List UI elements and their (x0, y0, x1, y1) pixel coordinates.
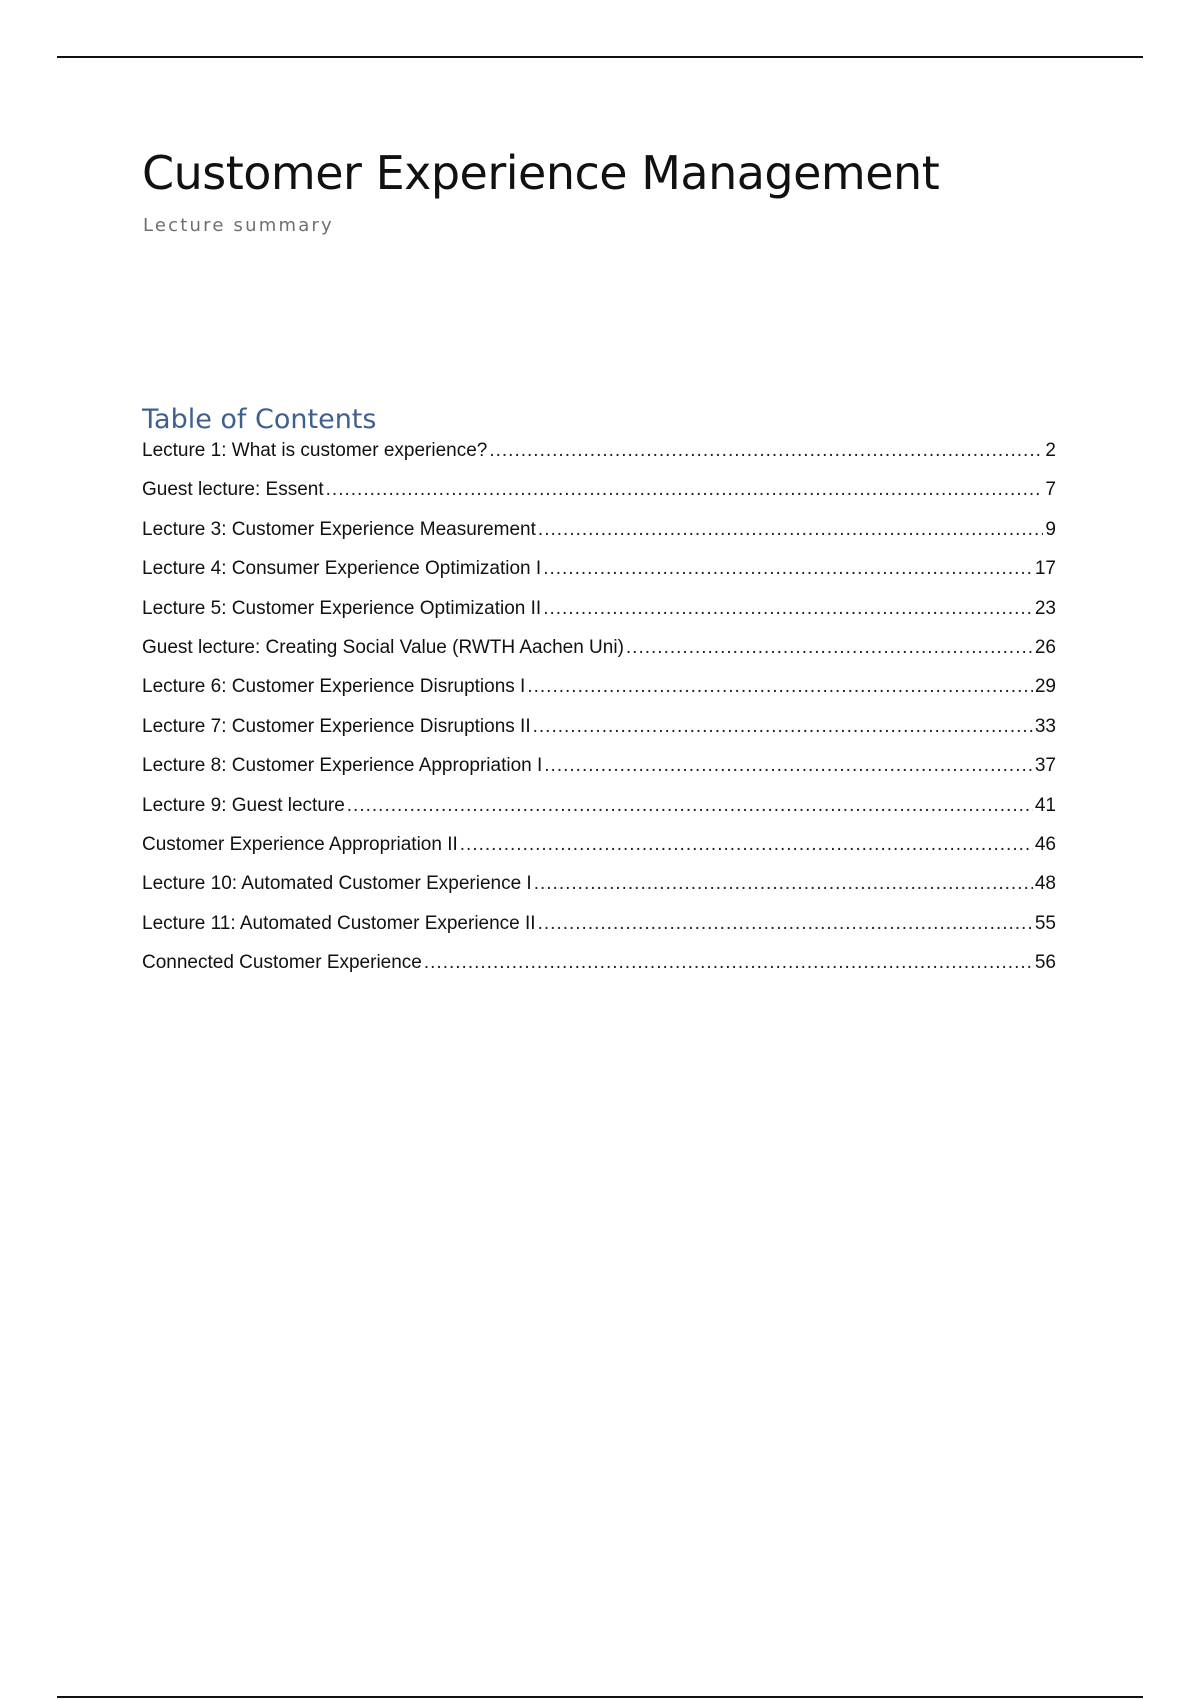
toc-entry-page: 9 (1045, 518, 1056, 540)
top-rule (57, 56, 1143, 58)
toc-entry-label: Lecture 3: Customer Experience Measurement (142, 518, 536, 540)
toc-dot-leader (326, 479, 1044, 501)
toc-dot-leader (543, 598, 1033, 620)
toc-entry-label: Lecture 8: Customer Experience Appropriation I (142, 755, 543, 777)
toc-dot-leader (424, 952, 1033, 974)
toc-entry[interactable] (142, 479, 1056, 518)
toc-entry-label: Guest lecture: Essent (142, 479, 324, 501)
toc-entry-label: Lecture 11: Automated Customer Experience II (142, 912, 536, 934)
toc-entry-page: 48 (1034, 873, 1056, 895)
toc-entry-label: Lecture 10: Automated Customer Experience I (142, 873, 532, 895)
document-subtitle: Lecture summary (143, 215, 334, 236)
toc-entry[interactable] (142, 913, 1056, 952)
toc-entry-label: Customer Experience Appropriation II (142, 833, 458, 855)
toc-entry[interactable] (142, 519, 1056, 558)
toc-dot-leader (533, 716, 1033, 738)
toc-entry-label: Lecture 5: Customer Experience Optimization II (142, 597, 542, 619)
toc-entry-label: Lecture 1: What is customer experience? (142, 440, 488, 461)
toc-entry-page: 46 (1034, 833, 1056, 855)
toc-entry[interactable] (142, 834, 1056, 873)
toc-entry[interactable] (142, 676, 1056, 715)
toc-dot-leader (543, 558, 1033, 580)
toc-entry-page: 33 (1034, 715, 1056, 737)
toc-dot-leader (626, 637, 1033, 659)
toc-entry[interactable] (142, 952, 1056, 991)
toc-dot-leader (534, 873, 1033, 895)
toc-entry[interactable] (142, 795, 1056, 834)
toc-entry-label: Lecture 7: Customer Experience Disruptions II (142, 715, 531, 737)
toc-dot-leader (544, 755, 1033, 777)
toc-entry[interactable] (142, 440, 1056, 479)
toc-entry-page: 55 (1034, 912, 1056, 934)
toc-dot-leader (347, 795, 1033, 817)
toc-entry-page: 2 (1045, 440, 1056, 461)
toc-heading: Table of Contents (142, 404, 377, 435)
toc-entry[interactable] (142, 637, 1056, 676)
toc-entry-label: Guest lecture: Creating Social Value (RWTH Aachen Uni) (142, 636, 624, 658)
toc-dot-leader (460, 834, 1033, 856)
toc-dot-leader (538, 519, 1044, 541)
toc-entry[interactable] (142, 755, 1056, 794)
toc-entry-label: Lecture 6: Customer Experience Disruptions I (142, 676, 526, 698)
toc-dot-leader (527, 676, 1033, 698)
toc-entry[interactable] (142, 598, 1056, 637)
bottom-rule (57, 1696, 1143, 1698)
toc-entry-page: 56 (1034, 952, 1056, 974)
toc-entry-page: 26 (1034, 636, 1056, 658)
toc-entry-page: 17 (1034, 558, 1056, 580)
table-of-contents (142, 440, 1056, 991)
toc-entry-page: 23 (1034, 597, 1056, 619)
document-title: Customer Experience Management (142, 146, 940, 200)
toc-entry-page: 29 (1034, 676, 1056, 698)
toc-entry-page: 41 (1034, 794, 1056, 816)
toc-entry[interactable] (142, 716, 1056, 755)
toc-entry[interactable] (142, 873, 1056, 912)
toc-dot-leader (538, 913, 1033, 935)
toc-entry-label: Connected Customer Experience (142, 952, 422, 974)
toc-entry-label: Lecture 4: Consumer Experience Optimization I (142, 558, 542, 580)
toc-entry-page: 37 (1034, 755, 1056, 777)
toc-entry-label: Lecture 9: Guest lecture (142, 794, 345, 816)
toc-entry[interactable] (142, 558, 1056, 597)
toc-entry-page: 7 (1045, 479, 1056, 501)
toc-dot-leader (489, 440, 1043, 462)
